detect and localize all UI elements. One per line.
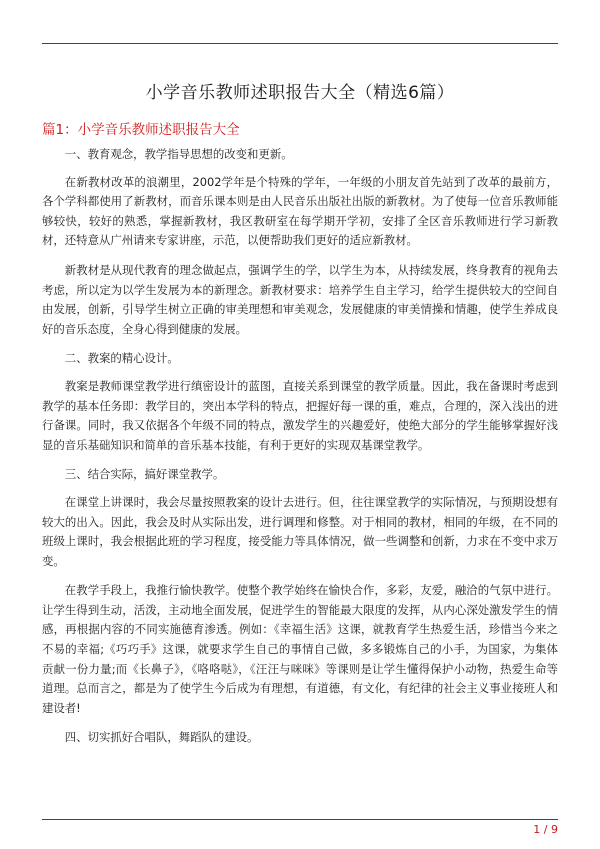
page-number: 1 / 9 (533, 823, 558, 836)
document-body (42, 145, 558, 756)
body-paragraph: 在课堂上讲课时，我会尽量按照教案的设计去进行。但，往往课堂教学的实际情况，与预期设想有较大的出入。因此，我会及时从实际出发，进行调理和修整。对于相同的教材，相同的年级，在不同的班级上课时，我会根据此班的学习程度，接受能力等具体情况，做一些调整和创新，力求在不变中求万变。 (42, 494, 558, 568)
subsection-heading-2: 二、教案的精心设计。 (64, 351, 179, 366)
section-heading: 篇1：小学音乐教师述职报告大全 (42, 122, 240, 138)
subsection-heading-3: 三、结合实际，搞好课堂教学。 (64, 467, 225, 482)
footer-rule (42, 819, 558, 820)
body-paragraph: 在新教材改革的浪潮里，2002学年是个特殊的学年，一年级的小朋友首先站到了改革的最前方，各个学科都使用了新教材，而音乐课本则是由人民音乐出版社出版的新教材。为了使每一位音乐教师能够较快，较好的熟悉，掌握新教材，我区教研室在每学期开学初，安排了全区音乐教师进行学习新教材，还特意从广州请来专家讲座，示范，以便帮助我们更好的适应新教材。 (42, 174, 558, 248)
body-paragraph: 在教学手段上，我推行愉快教学。使整个教学始终在愉快合作，多彩，友爱，融洽的气氛中进行。让学生得到生动，活泼，主动地全面发展，促进学生的智能最大限度的发挥，从内心深处激发学生的情感，再根据内容的不同实施德育渗透。例如：《幸福生活》这课，就教育学生热爱生活，珍惜当今来之不易的幸福;《巧巧手》这课，就要求学生自己的事情自己做，多多锻炼自己的小手，为国家，为集体贡献一份力量;而《长鼻子》，《咯咯哒》，《汪汪与咪咪》等课则是让学生懂得保护小动物，热爱生命等道理。总而言之，都是为了使学生今后成为有理想，有道德，有文化，有纪律的社会主义事业接班人和建设者! (42, 583, 558, 715)
body-paragraph: 教案是教师课堂教学进行缜密设计的蓝图，直接关系到课堂的教学质量。因此，我在备课时考虑到教学的基本任务即：教学目的，突出本学科的特点，把握好每一课的重，难点，合理的，深入浅出的进行备课。同时，我又依据各个年级不同的特点，激发学生的兴趣爱好，使绝大部分的学生能够掌握好浅显的音乐基础知识和简单的音乐基本技能，有利于更好的实现双基课堂教学。 (42, 378, 558, 452)
header-rule (42, 43, 558, 44)
subsection-heading-1: 一、教育观念，教学指导思想的改变和更新。 (64, 147, 293, 161)
body-paragraph: 新教材是从现代教育的理念做起点，强调学生的学，以学生为本，从持续发展，终身教育的视角去考虑，所以定为以学生发展为本的新理念。新教材要求：培养学生自主学习，给学生提供较大的空间自由发展，创新，引导学生树立正确的审美理想和审美观念，发展健康的审美情操和情趣，使学生养成良好的音乐态度，全身心得到健康的发展。 (42, 262, 558, 336)
subsection-heading-4: 四、切实抓好合唱队，舞蹈队的建设。 (64, 730, 259, 745)
document-title: 小学音乐教师述职报告大全（精选6篇） (145, 83, 455, 103)
